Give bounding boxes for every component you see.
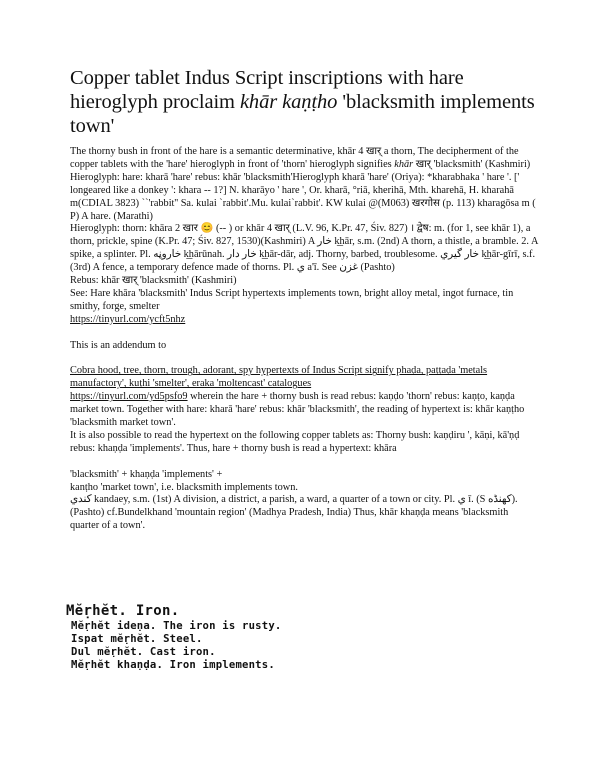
- excerpt-line: Ispat mĕṛhĕt. Steel.: [71, 633, 203, 645]
- link-cobra-hood[interactable]: Cobra hood, tree, thorn, trough, adorant, spy hypertexts of Indus Script signify phaḍa, paṭṭaḍa 'metals manufactory', kuṭhi 'smelter', eraka 'moltencast' catalogues: [70, 365, 488, 390]
- excerpt-line: Dul mĕṛhĕt. Cast iron.: [71, 646, 216, 658]
- paragraph-intro: The thorny bush in front of the hare is a semantic determinative, khār 4 खार् a thorn, The decipherment of the copper tablets with the 'hare' hieroglyph in front of 'thorn' hieroglyph signifies khār खार् 'blacksmith' (Kashmiri): [70, 146, 531, 170]
- excerpt-line: Mĕṛhĕt khaṇḍa. Iron implements.: [71, 659, 275, 671]
- dictionary-excerpt-image: [66, 603, 366, 672]
- excerpt-line: Mĕṛhĕt ideṇa. The iron is rusty.: [71, 620, 282, 632]
- paragraph-market-town: kanṭho 'market town', i.e. blacksmith implements town.: [70, 481, 298, 493]
- paragraph-see: See: Hare khāra 'blacksmith' Indus Script hypertexts implements town, bright alloy metal, ingot furnace, tin smithy, forge, smelter: [70, 287, 514, 312]
- paragraph-rebus: Rebus: khār खार् 'blacksmith' (Kashmiri): [70, 275, 237, 287]
- paragraph-thorn: Hieroglyph: thorn: khāra 2 खार 😊 (-- ) or khār 4 खार् (L.V. 96, K.Pr. 47, Śiv. 827) । द्वेष: m. (for 1, see khār 1), a thorn, prickle, spine (K.Pr. 47; Śiv. 827, 1530)(Kashmiri) A خار k͟hār, s.m. (2nd) A thorn, a thistle, a bramble. 2. A spike, a splinter. Pl. خاروڼه k͟hārūnah. خار دار k͟hār-dār, adj. Thorny, barbed, troublesome. خار گيري k͟hār-gīrī, s.f. (3rd) A fence, a temporary defence made of thorns. Pl. ي a'ī. See غزن (Pashto): [70, 223, 538, 274]
- paragraph-alternative: It is also possible to read the hypertext on the following copper tablets as: Thorny bush: kaṇḍiru ', kāṇi, kā'ṇḍ rebus: khaṇḍa 'implements'. Thus, hare + thorny bush is read a hypertext: khāra: [70, 429, 520, 454]
- paragraph-reading: https://tinyurl.com/yd5psfo9 wherein the hare + thorny bush is read rebus: kaṇḍo 'thorn' rebus: kaṇṭo, kaṇḍa market town. Together with hare: kharā 'hare' rebus: khār 'blacksmith', the reading of hypertext is: khār kaṇṭho 'blacksmith market town'.: [70, 391, 525, 428]
- paragraph-addendum: This is an addendum to: [70, 339, 167, 351]
- link-tinyurl-2[interactable]: https://tinyurl.com/yd5psfo9: [70, 391, 188, 403]
- link-tinyurl-1[interactable]: https://tinyurl.com/ycft5nhz: [70, 313, 186, 325]
- paragraph-implements: 'blacksmith' + khaṇḍa 'implements' +: [70, 468, 223, 480]
- paragraph-hare: Hieroglyph: hare: kharā 'hare' rebus: khār 'blacksmith'Hieroglyph kharā 'hare' (Oriya): *kharabhaka ' hare '. [' longeared like a donkey ': khara -- 1?] N. kharāyo ' hare ', Or. kharā, °riā, kherihā, Mth. kharehā, H. kharahā m(CDIAL 3823) ``'rabbit'' Sa. kulai `rabbit'.Mu. kulai`rabbit'. KW kulai @(M063) खरगोस (p. 113) kharagōsa m ( P) A hare. (Marathi): [70, 171, 536, 222]
- paragraph-kandaey: كندي kandaey, s.m. (1st) A division, a district, a parish, a ward, a quarter of a town or city. Pl. ي ī. (S كهنڈه).(Pashto) cf.Bundelkhand 'mountain region' (Madhya Pradesh, India) Thus, khār khaṇḍa means 'blacksmith quarter of a town'.: [70, 494, 518, 532]
- article-title: Copper tablet Indus Script inscriptions with hare hieroglyph proclaim khār kaṇṭho 'blacksmith implements town': [70, 67, 535, 137]
- excerpt-heading: Mĕṛhĕt. Iron.: [66, 603, 180, 619]
- article-body: [70, 146, 540, 533]
